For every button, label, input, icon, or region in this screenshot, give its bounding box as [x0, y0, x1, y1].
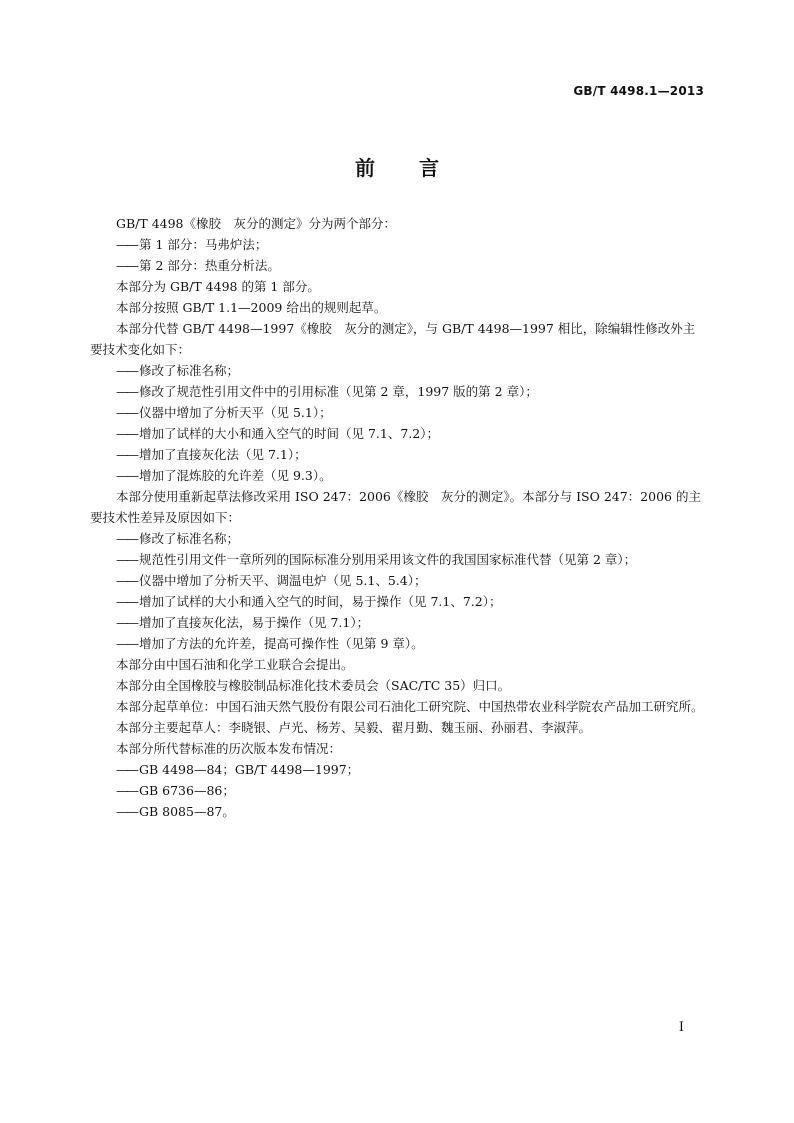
proposed-paragraph: 本部分由中国石油和化学工业联合会提出。: [116, 657, 354, 672]
intro-paragraph: GB/T 4498《橡胶 灰分的测定》分为两个部分：: [116, 216, 397, 231]
committee-paragraph: 本部分由全国橡胶与橡胶制品标准化技术委员会（SAC/TC 35）归口。: [116, 678, 511, 693]
list-item: —— 第 2 部分：热重分析法。: [90, 255, 706, 276]
list-item: —— 修改了标准名称；: [90, 528, 706, 549]
iso-paragraph: 本部分使用重新起草法修改采用 ISO 247：2006《橡胶 灰分的测定》。本部分与 ISO 247：2006 的主要技术性差异及原因如下：: [90, 489, 701, 525]
list-item: —— GB 8085—87。: [90, 801, 706, 822]
standard-code: GB/T 4498.1—2013: [573, 84, 704, 98]
list-item: —— 增加了直接灰化法（见 7.1）；: [90, 444, 706, 465]
list-item: —— 修改了规范性引用文件中的引用标准（见第 2 章，1997 版的第 2 章）；: [90, 381, 706, 402]
list-item: —— 增加了试样的大小和通入空气的时间，易于操作（见 7.1、7.2）；: [90, 591, 706, 612]
list-item: —— 仪器中增加了分析天平（见 5.1）；: [90, 402, 706, 423]
foreword-body: [90, 213, 706, 822]
list-item: —— 增加了混炼胶的允许差（见 9.3）。: [90, 465, 706, 486]
list-item: —— 增加了试样的大小和通入空气的时间（见 7.1、7.2）；: [90, 423, 706, 444]
list-item: —— 增加了直接灰化法，易于操作（见 7.1）；: [90, 612, 706, 633]
list-item: —— GB 4498—84；GB/T 4498—1997；: [90, 759, 706, 780]
replaces-paragraph: 本部分代替 GB/T 4498—1997《橡胶 灰分的测定》，与 GB/T 4498—1997 相比，除编辑性修改外主要技术变化如下：: [90, 321, 696, 357]
history-intro-paragraph: 本部分所代替标准的历次版本发布情况：: [116, 741, 342, 756]
drafting-paragraph: 本部分按照 GB/T 1.1—2009 给出的规则起草。: [116, 300, 387, 315]
list-item: —— 第 1 部分：马弗炉法；: [90, 234, 706, 255]
page-number: I: [678, 1020, 684, 1035]
list-item: —— 修改了标准名称；: [90, 360, 706, 381]
units-paragraph: 本部分起草单位：中国石油天然气股份有限公司石油化工研究院、中国热带农业科学院农产品加工研究所。: [116, 699, 704, 714]
list-item: —— 增加了方法的允许差，提高可操作性（见第 9 章）。: [90, 633, 706, 654]
list-item: —— 仪器中增加了分析天平、调温电炉（见 5.1、5.4）；: [90, 570, 706, 591]
list-item: —— 规范性引用文件一章所列的国际标准分别用采用该文件的我国国家标准代替（见第 2 章）；: [90, 549, 706, 570]
this-part-paragraph: 本部分为 GB/T 4498 的第 1 部分。: [116, 279, 320, 294]
drafters-paragraph: 本部分主要起草人：李晓银、卢光、杨芳、吴毅、翟月勤、魏玉丽、孙丽君、李淑萍。: [116, 720, 592, 735]
page-title: 前言: [355, 156, 483, 180]
list-item: —— GB 6736—86；: [90, 780, 706, 801]
